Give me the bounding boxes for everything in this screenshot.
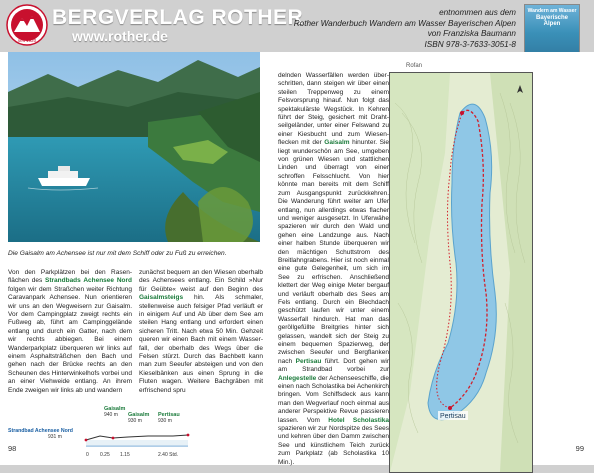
source-line: von Franziska Baumann: [427, 29, 516, 39]
logo-text: seit 1920: [17, 38, 37, 43]
place-name-highlight: Pertisau: [295, 357, 322, 365]
brand-url[interactable]: www.rother.de: [72, 28, 168, 44]
profile-label: Gaisalm: [128, 412, 150, 418]
map-label-pertisau: Pertisau: [440, 413, 466, 420]
paragraph: [139, 269, 263, 395]
text-run: hin. Als schmaler, stellenweise auch felsiger Pfad verläuft er in einigem Auf und Ab über dem See am steilen Hang entlang und erfordert einen sicheren Tritt. Nach etwa 50 Min. Gehzeit queren wir einen Bach mit einem Wasserfall, der oberhalb des Wegs über die Felsen stürzt. Durch das Bachbett kann man zum Seeufer absteigen und von den Kieselbänken aus einen Sprung in die Fluten wagen. Weitere Bachgräben mit erfrischend spru: [139, 294, 263, 394]
profile-alt: 931 m: [48, 434, 62, 440]
place-name-highlight: Anlegestelle: [278, 374, 317, 382]
source-info: [294, 8, 516, 50]
place-name-highlight: Strandbads Achensee Nord: [45, 277, 132, 285]
text-run: hinunter. Sie liegt wunderschön am See, umgeben von grünen Wiesen und stattlichen Linden und überragt von einer schroffen Felsschlucht. Von hier könnte man bereits mit dem Schiff zum Ausgangspunkt zurückkehren. Die Wanderung führt weiter am Ufer entlang, nun allerdings etwas flacher und weniger ausgesetzt. In Uferwähe spazieren wir durch den Wald und gehen eine Landzunge aus. Nach einer halben Stunde überqueren wir den mächtigen Schuttstrom des Breitlahngrabens. Hier ist noch einmal eine gute Gelegenheit, um sich im See zu erfrischen. Anschließend klettert der Weg einige Meter bergauf und verläuft oberhalb des Sees am Fels entlang. Durch ein Blechdach geschützt laufen wir unter einem Wasserfall hindurch. Hat man das geröllgefüllte Breitgries hinter sich gelassen, wandelt sich der Steig zu einem bequemen Spazierweg, der zwischen Seeufer und Bergflanken nach: [278, 139, 389, 365]
bergverlag-rother-logo: [6, 4, 48, 46]
text-column-right: [278, 72, 389, 467]
profile-tick: 1.15: [120, 452, 130, 458]
paragraph: [278, 72, 389, 467]
cover-title: Wandern am Wasser: [527, 8, 577, 14]
text-run: folgen wir dem Straßchen weiter Richtung Caravanpark Achensee. Nun orientieren wir uns an den Wegweisern zur Gaisalm. Vor dem Campingplatz zweigt rechts ein Fußweg ab, führt am Campinggelände entlang und durch ein Gatter, nach dem wir rechts abbiegen. Bei einem Wanderparkplatz überqueren wir links auf einem Asphaltsträßchen den Bach und gehen nach der Brücke rechts an den Scheunen des Hinterwinkelhofs vorbei und an einer Viehweide entlang. An ihrem Ende zweigen wir links ab und wandern: [8, 285, 132, 394]
source-line: ISBN 978-3-7633-3051-8: [424, 39, 516, 49]
profile-tick: 0.25: [100, 452, 110, 458]
region-label: Rofan: [405, 63, 422, 69]
page-number-left: 98: [8, 444, 17, 453]
text-run: Von den Parkplätzen bei den Rasenflächen des: [8, 269, 132, 285]
text-run: spazieren wir zur Nordspitze des Sees und kehren über den Damm zwischen See und künstlichem Teich zurück zum Parkplatz (ab Scholastika 10 Min.).: [278, 425, 389, 466]
profile-alt: 940 m: [104, 412, 118, 418]
place-name-highlight: Hotel Scholastika: [328, 416, 389, 424]
header: [0, 0, 594, 50]
right-page: [278, 52, 594, 466]
profile-tick: 2.40 Std.: [158, 452, 179, 458]
route-map[interactable]: [389, 72, 533, 473]
text-run: führt. Dort gehen wir am Strandbad vorbei zur: [278, 357, 389, 374]
page-number-right: 99: [575, 444, 584, 453]
text-run: der Achenseeschiffe, die einen nach Scholastika bei Achenkirch bringen. Vom Schiffsdeck aus kann man den Wegverlauf noch einmal aus anderer Perspektive Revue passieren lassen. Vom: [278, 374, 389, 424]
source-line: entnommen aus dem: [439, 8, 516, 17]
text-column-left-1: [8, 269, 132, 395]
place-name-highlight: Gaisalmsteigs: [139, 294, 184, 302]
brand-title: BERGVERLAG ROTHER: [52, 6, 304, 29]
profile-alt: 930 m: [158, 418, 172, 424]
profile-label: Gaisalm: [104, 406, 126, 412]
lake-photo: [8, 52, 260, 242]
left-page: [0, 52, 297, 465]
cover-subtitle: Bayerische Alpen: [535, 15, 569, 27]
text-column-left-2: [139, 269, 263, 395]
source-line: Rother Wanderbuch Wandern am Wasser Bayerischen Alpen: [293, 18, 516, 28]
photo-caption: Die Gaisalm am Achensee ist nur mit dem Schiff oder zu Fuß zu erreichen.: [8, 250, 227, 257]
text-run: zunächst bequem an den Wiesen oberhalb des Achensees entlang. Ein Schild »Nur für Geübte« weist auf den Beginn des: [139, 269, 263, 293]
profile-alt: 930 m: [128, 418, 142, 424]
elevation-profile: [8, 402, 198, 467]
paragraph: [8, 269, 132, 395]
profile-label: Pertisau: [158, 412, 180, 418]
text-run: delnden Wasserfällen werden überschritten, dann steigen wir über einen steilen Treppenweg zu einem Felsvorsprung hinauf. Nun folgt das spektakulärste Wegstück. In Kehren führt der Steig, gesichert mit Drahtseilgeländer, unter einer Felswand zu einer Kiesbucht und zum Wiesenflecken mit der: [278, 72, 389, 147]
profile-label: Strandbad Achensee Nord: [8, 428, 73, 434]
profile-tick: 0: [86, 452, 89, 458]
place-name-highlight: Gaisalm: [324, 139, 350, 147]
